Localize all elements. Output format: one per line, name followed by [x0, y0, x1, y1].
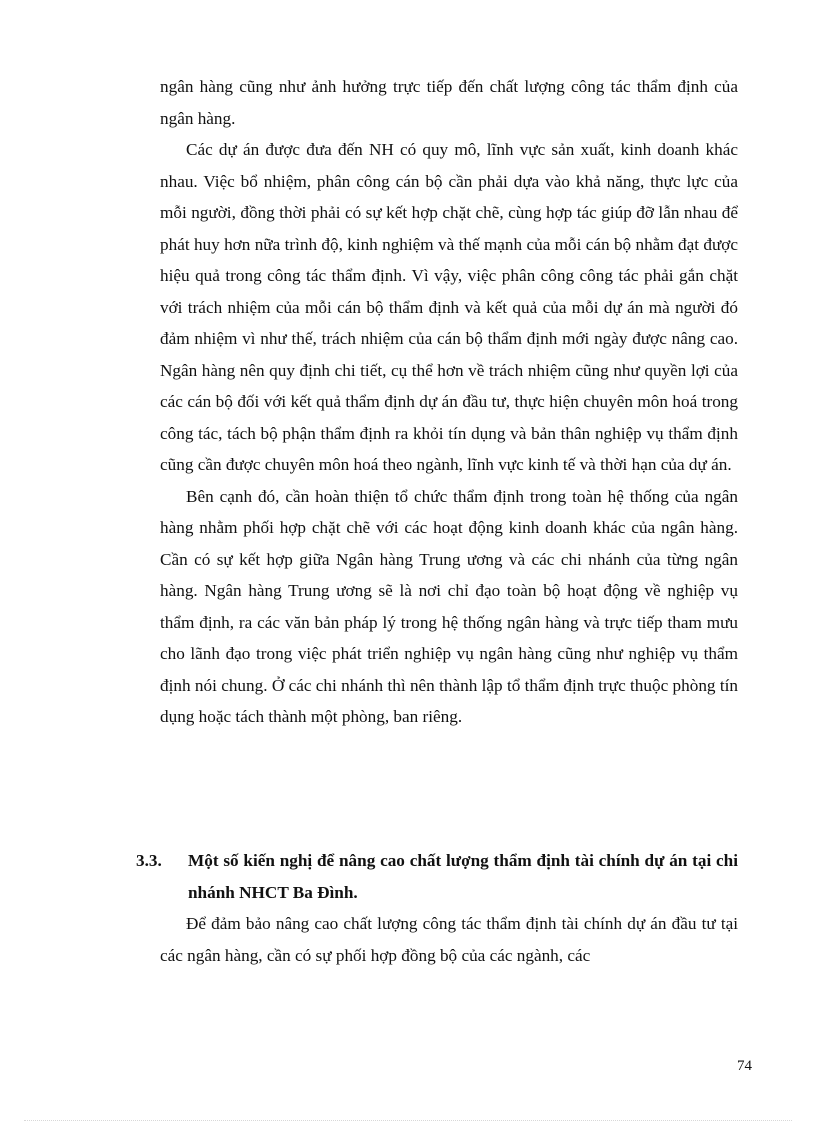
paragraph-continued: ngân hàng cũng như ảnh hưởng trực tiếp đến chất lượng công tác thẩm định của ngân hàng. [160, 77, 738, 128]
section-heading [136, 845, 738, 908]
page-number: 74 [737, 1058, 752, 1074]
page-bottom-divider [24, 1120, 792, 1121]
body-text-top [160, 71, 738, 733]
paragraph-recommendation-intro: Để đảm bảo nâng cao chất lượng công tác thẩm định tài chính dự án đầu tư tại các ngân hàng, cần có sự phối hợp đồng bộ của các ngành, các [160, 914, 738, 965]
section-number: 3.3. [136, 851, 162, 870]
body-text-bottom [160, 908, 738, 971]
paragraph-organization: Bên cạnh đó, cần hoàn thiện tổ chức thẩm định trong toàn hệ thống của ngân hàng nhằm phối hợp chặt chẽ với các hoạt động kinh doanh khác của ngân hàng. Cần có sự kết hợp giữa Ngân hàng Trung ương và các chi nhánh của từng ngân hàng. Ngân hàng Trung ương sẽ là nơi chỉ đạo toàn bộ hoạt động về nghiệp vụ thẩm định, ra các văn bản pháp lý trong hệ thống ngân hàng và trực tiếp tham mưu cho lãnh đạo trong việc phát triển nghiệp vụ ngân hàng cũng như nghiệp vụ thẩm định nói chung. Ở các chi nhánh thì nên thành lập tổ thẩm định trực thuộc phòng tín dụng hoặc tách thành một phòng, ban riêng. [160, 486, 738, 726]
section-title: Một số kiến nghị để nâng cao chất lượng thẩm định tài chính dự án tại chi nhánh NHCT Ba Đình. [188, 851, 738, 902]
paragraph-staff-assignment: Các dự án được đưa đến NH có quy mô, lĩnh vực sản xuất, kinh doanh khác nhau. Việc bổ nhiệm, phân công cán bộ cần phải dựa vào khả năng, thực lực của mỗi người, đồng thời phải có sự kết hợp chặt chẽ, cùng hợp tác giúp đỡ lẫn nhau để phát huy hơn nữa trình độ, kinh nghiệm và thế mạnh của mỗi cán bộ nhằm đạt được hiệu quả trong công tác thẩm định. Vì vậy, việc phân công công tác phải gắn chặt với trách nhiệm của mỗi cán bộ thẩm định và kết quả của mỗi dự án mà người đó đảm nhiệm vì như thế, trách nhiệm của cán bộ thẩm định mới ngày được nâng cao. Ngân hàng nên quy định chi tiết, cụ thể hơn về trách nhiệm cũng như quyền lợi của các cán bộ đối với kết quả thẩm định dự án đầu tư, thực hiện chuyên môn hoá trong công tác, tách bộ phận thẩm định ra khỏi tín dụng và bản thân nghiệp vụ thẩm định cũng cần được chuyên môn hoá theo ngành, lĩnh vực kinh tế và thời hạn của dự án. [160, 140, 738, 474]
